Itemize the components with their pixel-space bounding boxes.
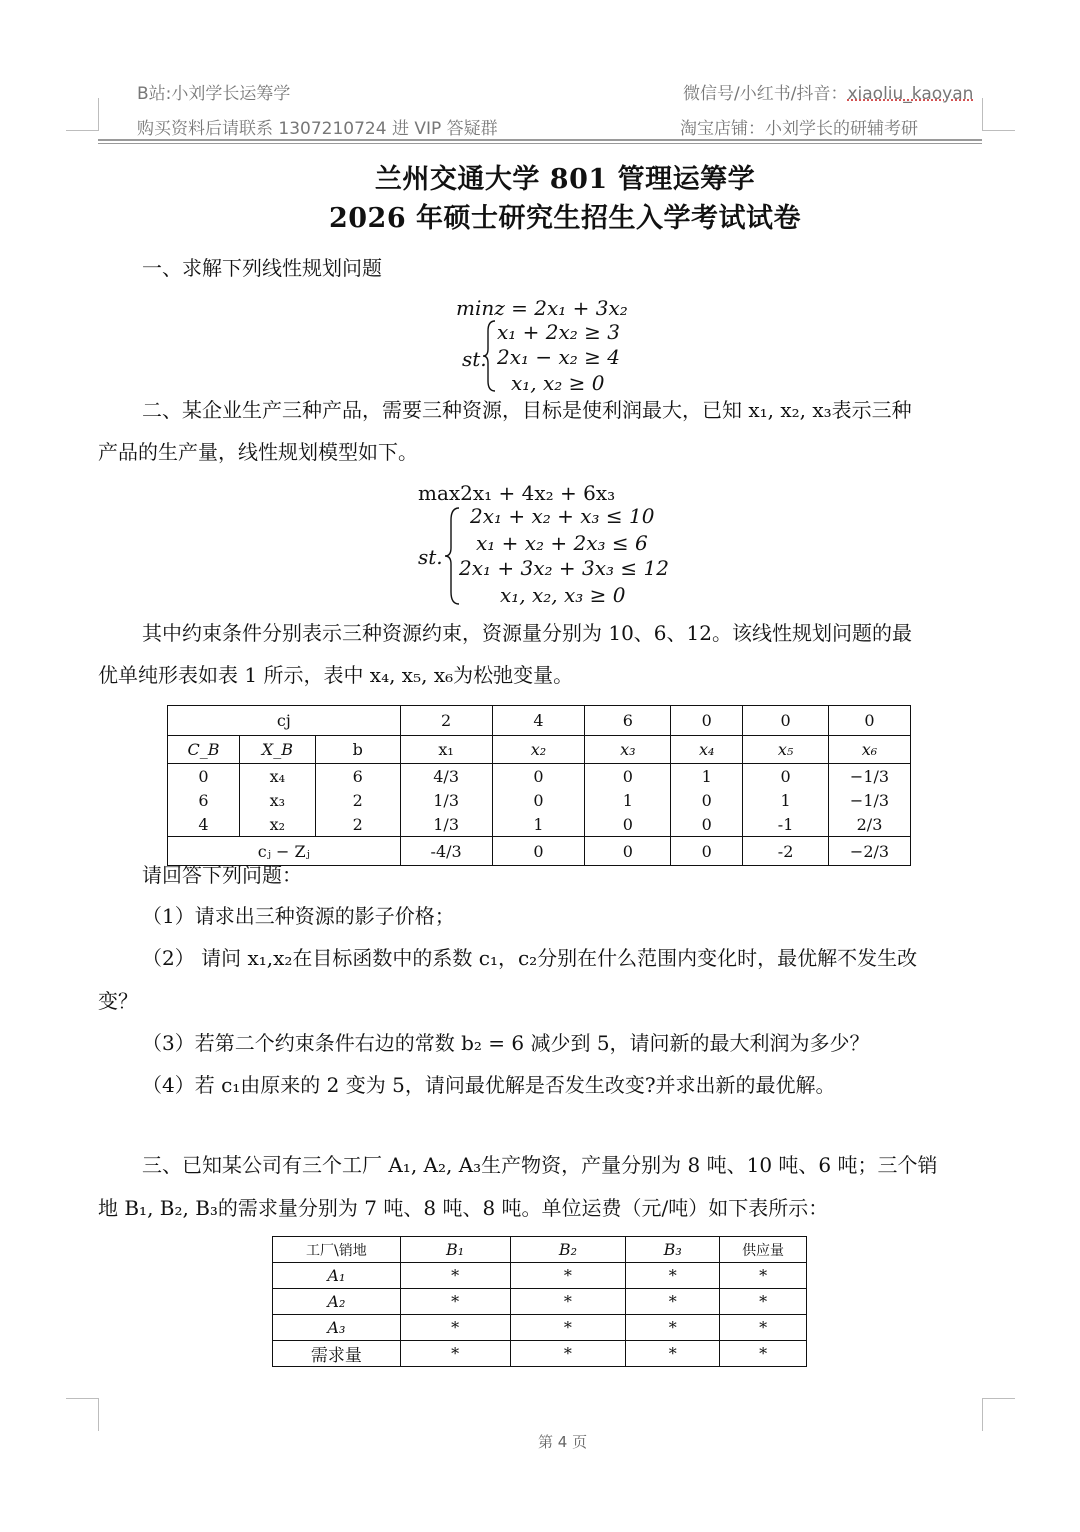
cz-label: cⱼ − Zⱼ bbox=[168, 837, 401, 866]
table-row bbox=[273, 1263, 807, 1289]
table-cell: −1/3 bbox=[829, 764, 911, 789]
table-cell: * bbox=[720, 1315, 807, 1341]
table-cell: * bbox=[400, 1289, 510, 1315]
simplex-header-row bbox=[168, 736, 911, 764]
table-cell: 需求量 bbox=[273, 1341, 401, 1367]
q1-constraint-1: x₁ + 2x₂ ≥ 3 bbox=[497, 320, 620, 344]
q2-constraint-1: 2x₁ + x₂ + x₃ ≤ 10 bbox=[470, 504, 655, 528]
q2-para-line2: 优单纯形表如表 1 所示，表中 x₄, x₅, x₆为松弛变量。 bbox=[98, 663, 574, 687]
cj-value: 4 bbox=[492, 706, 585, 736]
q2-st-label: st. bbox=[418, 545, 443, 569]
q1-objective: minz = 2x₁ + 3x₂ bbox=[456, 296, 628, 320]
table-cell: A₁ bbox=[273, 1263, 401, 1289]
crop-mark-bottom-left bbox=[66, 1398, 99, 1431]
q2-constraint-2: x₁ + x₂ + 2x₃ ≤ 6 bbox=[476, 531, 648, 555]
table-cell: * bbox=[720, 1289, 807, 1315]
page-number: 第 4 页 bbox=[538, 1433, 588, 1451]
header-social-prefix: 微信号/小红书/抖音： bbox=[683, 84, 848, 104]
table-cell: * bbox=[720, 1263, 807, 1289]
header-cell: B₃ bbox=[626, 1237, 720, 1263]
cj-value: 0 bbox=[671, 706, 743, 736]
header-cell: 供应量 bbox=[720, 1237, 807, 1263]
header-cell: C_B bbox=[168, 736, 240, 764]
table-cell: 4/3 bbox=[400, 764, 492, 789]
exam-title-line1: 兰州交通大学 801 管理运筹学 bbox=[374, 164, 756, 195]
table-cell: 0 bbox=[492, 764, 585, 789]
q1-heading: 一、求解下列线性规划问题 bbox=[142, 256, 382, 280]
table-cell: 0 bbox=[585, 764, 671, 789]
table-row bbox=[168, 788, 911, 812]
table-row bbox=[168, 812, 911, 837]
header-cell: X_B bbox=[239, 736, 315, 764]
q2-sub3: （3）若第二个约束条件右边的常数 b₂ = 6 减少到 5，请问新的最大利润为多少？ bbox=[142, 1031, 870, 1055]
table-cell: 4 bbox=[168, 812, 240, 837]
table-row bbox=[273, 1315, 807, 1341]
q2-intro-line1: 二、某企业生产三种产品，需要三种资源，目标是使利润最大，已知 x₁, x₂, x₃表示三种 bbox=[142, 398, 912, 422]
header-taobao: 淘宝店铺：小刘学长的研辅考研 bbox=[680, 119, 918, 139]
header-cell: x₃ bbox=[585, 736, 671, 764]
q2-para-line1: 其中约束条件分别表示三种资源约束，资源量分别为 10、6、12。该线性规划问题的最 bbox=[142, 621, 912, 645]
q2-intro-line2: 产品的生产量，线性规划模型如下。 bbox=[98, 440, 418, 464]
header-cell: x₂ bbox=[492, 736, 585, 764]
table-cell: * bbox=[626, 1315, 720, 1341]
table-cell: * bbox=[510, 1341, 626, 1367]
simplex-cj-row bbox=[168, 706, 911, 736]
table-cell: * bbox=[400, 1315, 510, 1341]
q2-sub4: （4）若 c₁由原来的 2 变为 5，请问最优解是否发生改变?并求出新的最优解。 bbox=[142, 1073, 836, 1097]
table-cell: 1 bbox=[585, 788, 671, 812]
cj-label: cj bbox=[168, 706, 401, 736]
q2-ask: 请回答下列问题： bbox=[142, 863, 302, 887]
header-cell: x₅ bbox=[743, 736, 829, 764]
table-cell: −1/3 bbox=[829, 788, 911, 812]
q2-sub1: （1）请求出三种资源的影子价格； bbox=[142, 904, 455, 928]
table-row bbox=[273, 1341, 807, 1367]
header-vip-group: 购买资料后请联系 1307210724 进 VIP 答疑群 bbox=[137, 119, 498, 139]
header-bilibili: B站:小刘学长运筹学 bbox=[137, 84, 291, 104]
table-cell: * bbox=[400, 1263, 510, 1289]
table-cell: 0 bbox=[671, 788, 743, 812]
q1-constraint-2: 2x₁ − x₂ ≥ 4 bbox=[497, 345, 620, 369]
table-cell: A₂ bbox=[273, 1289, 401, 1315]
table-cell: 2/3 bbox=[829, 812, 911, 837]
q1-st-label: st. bbox=[462, 347, 487, 371]
table-cell: 2 bbox=[315, 812, 400, 837]
q2-sub2-line1: （2） 请问 x₁,x₂在目标函数中的系数 c₁，c₂分别在什么范围内变化时，最优解不发生改 bbox=[142, 946, 918, 970]
q3-intro-line2: 地 B₁, B₂, B₃的需求量分别为 7 吨、8 吨、8 吨。单位运费（元/吨）如下表所示： bbox=[98, 1196, 829, 1220]
table-cell: x₄ bbox=[239, 764, 315, 789]
q2-constraint-3: 2x₁ + 3x₂ + 3x₃ ≤ 12 bbox=[459, 556, 669, 580]
cz-value: -4/3 bbox=[400, 837, 492, 866]
cz-value: 0 bbox=[585, 837, 671, 866]
table-cell: 1 bbox=[671, 764, 743, 789]
table-cell: -1 bbox=[743, 812, 829, 837]
header-cell: x₆ bbox=[829, 736, 911, 764]
table-cell: x₂ bbox=[239, 812, 315, 837]
q1-brace bbox=[481, 319, 497, 397]
table-cell: 0 bbox=[168, 764, 240, 789]
table-cell: 0 bbox=[585, 812, 671, 837]
table-cell: * bbox=[400, 1341, 510, 1367]
table-cell: A₃ bbox=[273, 1315, 401, 1341]
header-social-handle: xiaoliu_kaoyan bbox=[847, 84, 974, 104]
transport-table bbox=[272, 1236, 807, 1367]
crop-mark-top-right bbox=[982, 98, 1015, 131]
header-cell: B₂ bbox=[510, 1237, 626, 1263]
cz-value: −2/3 bbox=[829, 837, 911, 866]
table-cell: * bbox=[510, 1263, 626, 1289]
table-cell: 1 bbox=[492, 812, 585, 837]
table-cell: 1/3 bbox=[400, 812, 492, 837]
crop-mark-bottom-right bbox=[982, 1398, 1015, 1431]
table-cell: 6 bbox=[168, 788, 240, 812]
header-cell: 工厂\销地 bbox=[273, 1237, 401, 1263]
cj-value: 6 bbox=[585, 706, 671, 736]
header-cell: x₁ bbox=[400, 736, 492, 764]
table-cell: * bbox=[626, 1341, 720, 1367]
q3-intro-line1: 三、已知某公司有三个工厂 A₁, A₂, A₃生产物资，产量分别为 8 吨、10 吨、6 吨；三个销 bbox=[142, 1153, 938, 1177]
table-cell: * bbox=[510, 1289, 626, 1315]
table-cell: 0 bbox=[492, 788, 585, 812]
table-cell: x₃ bbox=[239, 788, 315, 812]
header-cell: b bbox=[315, 736, 400, 764]
table-cell: 0 bbox=[743, 764, 829, 789]
q2-objective: max2x₁ + 4x₂ + 6x₃ bbox=[418, 481, 616, 505]
table-cell: 1/3 bbox=[400, 788, 492, 812]
cj-value: 0 bbox=[829, 706, 911, 736]
header-rule-top bbox=[98, 139, 982, 141]
exam-title-line2: 2026 年硕士研究生招生入学考试试卷 bbox=[328, 203, 802, 234]
table-cell: * bbox=[626, 1289, 720, 1315]
cj-value: 2 bbox=[400, 706, 492, 736]
header-cell: x₄ bbox=[671, 736, 743, 764]
table-cell: * bbox=[720, 1341, 807, 1367]
q2-constraint-4: x₁, x₂, x₃ ≥ 0 bbox=[500, 583, 626, 607]
cz-value: 0 bbox=[671, 837, 743, 866]
table-cell: 2 bbox=[315, 788, 400, 812]
table-cell: 0 bbox=[671, 812, 743, 837]
crop-mark-top-left bbox=[66, 98, 99, 131]
cj-value: 0 bbox=[743, 706, 829, 736]
table-cell: 1 bbox=[743, 788, 829, 812]
transport-header-row bbox=[273, 1237, 807, 1263]
table-cell: * bbox=[510, 1315, 626, 1341]
simplex-table bbox=[167, 705, 911, 866]
table-row bbox=[273, 1289, 807, 1315]
table-cell: 6 bbox=[315, 764, 400, 789]
header-rule-bottom bbox=[98, 143, 982, 144]
q1-constraint-3: x₁, x₂ ≥ 0 bbox=[511, 371, 605, 395]
table-cell: * bbox=[626, 1263, 720, 1289]
q2-sub2-line2: 变？ bbox=[98, 989, 138, 1013]
cz-value: 0 bbox=[492, 837, 585, 866]
header-cell: B₁ bbox=[400, 1237, 510, 1263]
header-social bbox=[683, 79, 973, 104]
table-row bbox=[168, 764, 911, 789]
cz-value: -2 bbox=[743, 837, 829, 866]
